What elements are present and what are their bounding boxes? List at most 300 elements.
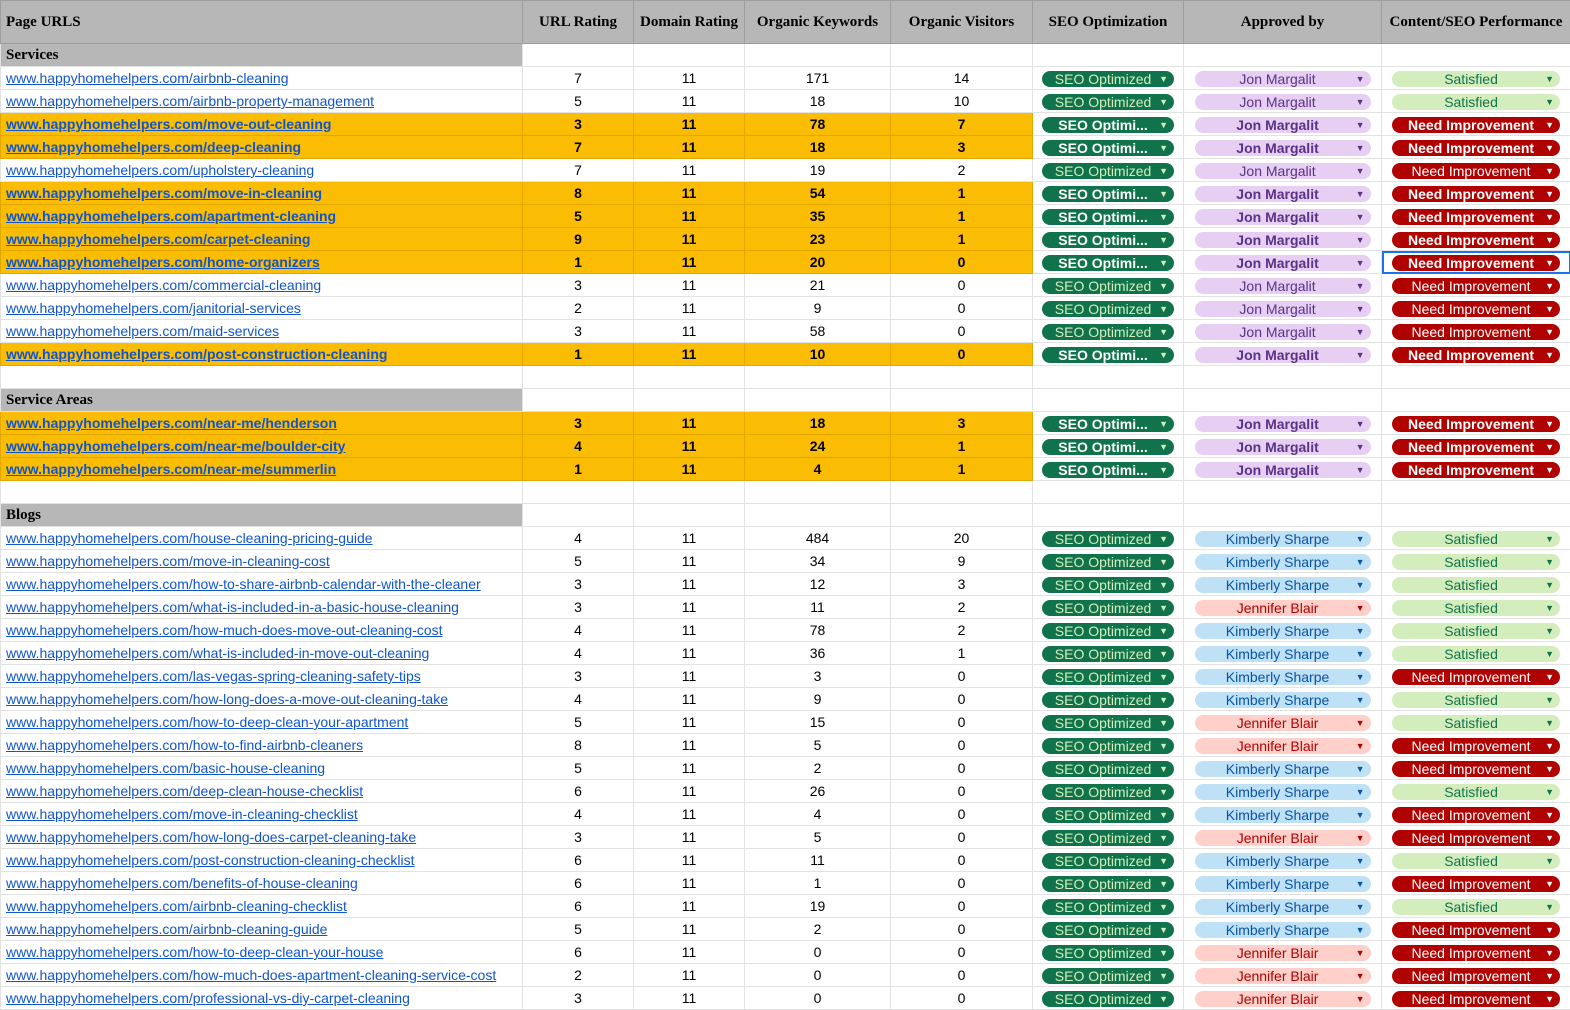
url-rating-cell[interactable]: 4 <box>523 642 634 665</box>
approved-by-cell[interactable] <box>1184 136 1382 159</box>
organic-keywords-cell[interactable]: 26 <box>745 780 891 803</box>
approved-by-cell[interactable] <box>1184 780 1382 803</box>
organic-keywords-cell[interactable]: 5 <box>745 826 891 849</box>
domain-rating-cell[interactable]: 11 <box>634 412 745 435</box>
empty-cell[interactable] <box>1033 44 1184 67</box>
seo-optimization-cell[interactable] <box>1033 826 1184 849</box>
domain-rating-cell[interactable]: 11 <box>634 711 745 734</box>
performance-dropdown-chip[interactable] <box>1392 600 1560 616</box>
dropdown-arrow-icon[interactable]: ▼ <box>1545 945 1554 961</box>
approver-dropdown-chip[interactable] <box>1195 899 1371 915</box>
performance-dropdown-chip[interactable] <box>1392 347 1560 363</box>
dropdown-arrow-icon[interactable]: ▼ <box>1545 554 1554 570</box>
page-url-link[interactable]: www.happyhomehelpers.com/how-to-deep-clean-your-apartment <box>6 714 408 730</box>
domain-rating-cell[interactable]: 11 <box>634 550 745 573</box>
approved-by-cell[interactable] <box>1184 596 1382 619</box>
seo-optimization-cell[interactable] <box>1033 182 1184 205</box>
approver-dropdown-chip[interactable] <box>1195 738 1371 754</box>
seo-dropdown-chip[interactable] <box>1042 163 1174 179</box>
domain-rating-cell[interactable]: 11 <box>634 343 745 366</box>
organic-visitors-cell[interactable]: 1 <box>891 205 1033 228</box>
dropdown-arrow-icon[interactable]: ▼ <box>1356 669 1365 685</box>
performance-cell[interactable] <box>1382 734 1570 757</box>
organic-visitors-cell[interactable]: 0 <box>891 803 1033 826</box>
performance-dropdown-chip[interactable] <box>1392 94 1560 110</box>
empty-cell[interactable] <box>745 366 891 389</box>
organic-visitors-cell[interactable]: 0 <box>891 734 1033 757</box>
performance-dropdown-chip[interactable] <box>1392 715 1560 731</box>
header-organic-keywords[interactable]: Organic Keywords <box>745 1 891 44</box>
approved-by-cell[interactable] <box>1184 182 1382 205</box>
domain-rating-cell[interactable]: 11 <box>634 987 745 1010</box>
dropdown-arrow-icon[interactable]: ▼ <box>1159 462 1168 478</box>
performance-cell[interactable] <box>1382 458 1570 481</box>
performance-cell[interactable] <box>1382 274 1570 297</box>
organic-visitors-cell[interactable]: 14 <box>891 67 1033 90</box>
dropdown-arrow-icon[interactable]: ▼ <box>1356 945 1365 961</box>
seo-dropdown-chip[interactable] <box>1042 462 1174 478</box>
dropdown-arrow-icon[interactable]: ▼ <box>1159 853 1168 869</box>
organic-visitors-cell[interactable]: 0 <box>891 297 1033 320</box>
empty-cell[interactable] <box>745 44 891 67</box>
performance-dropdown-chip[interactable] <box>1392 255 1560 271</box>
approver-dropdown-chip[interactable] <box>1195 853 1371 869</box>
organic-keywords-cell[interactable]: 20 <box>745 251 891 274</box>
domain-rating-cell[interactable]: 11 <box>634 619 745 642</box>
url-rating-cell[interactable]: 6 <box>523 872 634 895</box>
dropdown-arrow-icon[interactable]: ▼ <box>1159 439 1168 455</box>
performance-dropdown-chip[interactable] <box>1392 71 1560 87</box>
dropdown-arrow-icon[interactable]: ▼ <box>1356 94 1365 110</box>
organic-keywords-cell[interactable]: 3 <box>745 665 891 688</box>
seo-dropdown-chip[interactable] <box>1042 531 1174 547</box>
approver-dropdown-chip[interactable] <box>1195 163 1371 179</box>
dropdown-arrow-icon[interactable]: ▼ <box>1356 232 1365 248</box>
performance-cell[interactable] <box>1382 182 1570 205</box>
organic-keywords-cell[interactable]: 2 <box>745 757 891 780</box>
url-rating-cell[interactable]: 3 <box>523 320 634 343</box>
organic-visitors-cell[interactable]: 0 <box>891 941 1033 964</box>
domain-rating-cell[interactable]: 11 <box>634 665 745 688</box>
url-rating-cell[interactable]: 3 <box>523 826 634 849</box>
performance-dropdown-chip[interactable] <box>1392 623 1560 639</box>
seo-optimization-cell[interactable] <box>1033 320 1184 343</box>
approved-by-cell[interactable] <box>1184 274 1382 297</box>
organic-visitors-cell[interactable]: 1 <box>891 642 1033 665</box>
approver-dropdown-chip[interactable] <box>1195 278 1371 294</box>
approved-by-cell[interactable] <box>1184 688 1382 711</box>
seo-optimization-cell[interactable] <box>1033 573 1184 596</box>
performance-dropdown-chip[interactable] <box>1392 968 1560 984</box>
seo-dropdown-chip[interactable] <box>1042 439 1174 455</box>
dropdown-arrow-icon[interactable]: ▼ <box>1545 669 1554 685</box>
dropdown-arrow-icon[interactable]: ▼ <box>1356 531 1365 547</box>
seo-optimization-cell[interactable] <box>1033 849 1184 872</box>
dropdown-arrow-icon[interactable]: ▼ <box>1545 278 1554 294</box>
empty-cell[interactable] <box>745 504 891 527</box>
empty-cell[interactable] <box>523 481 634 504</box>
empty-cell[interactable] <box>1 366 523 389</box>
approver-dropdown-chip[interactable] <box>1195 531 1371 547</box>
performance-cell[interactable] <box>1382 573 1570 596</box>
seo-dropdown-chip[interactable] <box>1042 94 1174 110</box>
empty-cell[interactable] <box>1184 366 1382 389</box>
dropdown-arrow-icon[interactable]: ▼ <box>1356 876 1365 892</box>
performance-cell[interactable] <box>1382 343 1570 366</box>
dropdown-arrow-icon[interactable]: ▼ <box>1545 163 1554 179</box>
performance-dropdown-chip[interactable] <box>1392 232 1560 248</box>
approver-dropdown-chip[interactable] <box>1195 715 1371 731</box>
dropdown-arrow-icon[interactable]: ▼ <box>1356 738 1365 754</box>
organic-keywords-cell[interactable]: 78 <box>745 113 891 136</box>
organic-visitors-cell[interactable]: 9 <box>891 550 1033 573</box>
page-url-link[interactable]: www.happyhomehelpers.com/move-in-cleaning-checklist <box>6 806 358 822</box>
organic-keywords-cell[interactable]: 484 <box>745 527 891 550</box>
dropdown-arrow-icon[interactable]: ▼ <box>1159 255 1168 271</box>
domain-rating-cell[interactable]: 11 <box>634 688 745 711</box>
empty-cell[interactable] <box>523 366 634 389</box>
approver-dropdown-chip[interactable] <box>1195 117 1371 133</box>
approved-by-cell[interactable] <box>1184 320 1382 343</box>
url-rating-cell[interactable]: 6 <box>523 780 634 803</box>
domain-rating-cell[interactable]: 11 <box>634 458 745 481</box>
dropdown-arrow-icon[interactable]: ▼ <box>1159 600 1168 616</box>
dropdown-arrow-icon[interactable]: ▼ <box>1356 623 1365 639</box>
domain-rating-cell[interactable]: 11 <box>634 941 745 964</box>
dropdown-arrow-icon[interactable]: ▼ <box>1159 301 1168 317</box>
approved-by-cell[interactable] <box>1184 435 1382 458</box>
performance-dropdown-chip[interactable] <box>1392 531 1560 547</box>
approved-by-cell[interactable] <box>1184 734 1382 757</box>
dropdown-arrow-icon[interactable]: ▼ <box>1356 784 1365 800</box>
performance-cell[interactable] <box>1382 136 1570 159</box>
domain-rating-cell[interactable]: 11 <box>634 918 745 941</box>
dropdown-arrow-icon[interactable]: ▼ <box>1159 899 1168 915</box>
dropdown-arrow-icon[interactable]: ▼ <box>1545 117 1554 133</box>
seo-dropdown-chip[interactable] <box>1042 784 1174 800</box>
dropdown-arrow-icon[interactable]: ▼ <box>1159 692 1168 708</box>
page-url-link[interactable]: www.happyhomehelpers.com/janitorial-services <box>6 300 301 316</box>
url-rating-cell[interactable]: 1 <box>523 343 634 366</box>
performance-cell[interactable] <box>1382 90 1570 113</box>
dropdown-arrow-icon[interactable]: ▼ <box>1356 577 1365 593</box>
dropdown-arrow-icon[interactable]: ▼ <box>1545 738 1554 754</box>
domain-rating-cell[interactable]: 11 <box>634 734 745 757</box>
organic-visitors-cell[interactable]: 0 <box>891 665 1033 688</box>
dropdown-arrow-icon[interactable]: ▼ <box>1545 416 1554 432</box>
page-url-link[interactable]: www.happyhomehelpers.com/near-me/henderson <box>6 415 337 431</box>
performance-cell[interactable] <box>1382 412 1570 435</box>
dropdown-arrow-icon[interactable]: ▼ <box>1356 600 1365 616</box>
url-rating-cell[interactable]: 5 <box>523 711 634 734</box>
performance-cell[interactable] <box>1382 895 1570 918</box>
page-url-link[interactable]: www.happyhomehelpers.com/las-vegas-spring-cleaning-safety-tips <box>6 668 421 684</box>
seo-dropdown-chip[interactable] <box>1042 278 1174 294</box>
organic-visitors-cell[interactable]: 0 <box>891 757 1033 780</box>
dropdown-arrow-icon[interactable]: ▼ <box>1545 347 1554 363</box>
organic-visitors-cell[interactable]: 1 <box>891 228 1033 251</box>
performance-dropdown-chip[interactable] <box>1392 646 1560 662</box>
dropdown-arrow-icon[interactable]: ▼ <box>1545 784 1554 800</box>
empty-cell[interactable] <box>891 366 1033 389</box>
domain-rating-cell[interactable]: 11 <box>634 872 745 895</box>
organic-keywords-cell[interactable]: 15 <box>745 711 891 734</box>
domain-rating-cell[interactable]: 11 <box>634 527 745 550</box>
url-rating-cell[interactable]: 2 <box>523 297 634 320</box>
seo-dropdown-chip[interactable] <box>1042 922 1174 938</box>
dropdown-arrow-icon[interactable]: ▼ <box>1159 715 1168 731</box>
dropdown-arrow-icon[interactable]: ▼ <box>1159 968 1168 984</box>
organic-visitors-cell[interactable]: 20 <box>891 527 1033 550</box>
seo-optimization-cell[interactable] <box>1033 297 1184 320</box>
performance-dropdown-chip[interactable] <box>1392 163 1560 179</box>
organic-keywords-cell[interactable]: 58 <box>745 320 891 343</box>
header-seo-optimization[interactable]: SEO Optimization <box>1033 1 1184 44</box>
header-page-urls[interactable]: Page URLS <box>1 1 523 44</box>
organic-visitors-cell[interactable]: 0 <box>891 872 1033 895</box>
dropdown-arrow-icon[interactable]: ▼ <box>1545 577 1554 593</box>
page-url-link[interactable]: www.happyhomehelpers.com/what-is-included-in-a-basic-house-cleaning <box>6 599 459 615</box>
dropdown-arrow-icon[interactable]: ▼ <box>1356 922 1365 938</box>
dropdown-arrow-icon[interactable]: ▼ <box>1356 255 1365 271</box>
empty-cell[interactable] <box>523 504 634 527</box>
empty-cell[interactable] <box>1382 389 1570 412</box>
url-rating-cell[interactable]: 6 <box>523 849 634 872</box>
seo-dropdown-chip[interactable] <box>1042 301 1174 317</box>
organic-keywords-cell[interactable]: 9 <box>745 688 891 711</box>
organic-visitors-cell[interactable]: 0 <box>891 895 1033 918</box>
dropdown-arrow-icon[interactable]: ▼ <box>1159 278 1168 294</box>
approver-dropdown-chip[interactable] <box>1195 71 1371 87</box>
dropdown-arrow-icon[interactable]: ▼ <box>1159 209 1168 225</box>
seo-optimization-cell[interactable] <box>1033 90 1184 113</box>
empty-cell[interactable] <box>634 389 745 412</box>
approved-by-cell[interactable] <box>1184 343 1382 366</box>
dropdown-arrow-icon[interactable]: ▼ <box>1545 761 1554 777</box>
empty-cell[interactable] <box>634 366 745 389</box>
seo-optimization-cell[interactable] <box>1033 642 1184 665</box>
dropdown-arrow-icon[interactable]: ▼ <box>1159 554 1168 570</box>
domain-rating-cell[interactable]: 11 <box>634 757 745 780</box>
page-url-link[interactable]: www.happyhomehelpers.com/upholstery-cleaning <box>6 162 314 178</box>
page-url-link[interactable]: www.happyhomehelpers.com/how-long-does-carpet-cleaning-take <box>6 829 416 845</box>
page-url-link[interactable]: www.happyhomehelpers.com/move-in-cleaning <box>6 185 322 201</box>
organic-visitors-cell[interactable]: 0 <box>891 274 1033 297</box>
performance-cell[interactable] <box>1382 596 1570 619</box>
page-url-link[interactable]: www.happyhomehelpers.com/near-me/summerlin <box>6 461 336 477</box>
dropdown-arrow-icon[interactable]: ▼ <box>1356 71 1365 87</box>
url-rating-cell[interactable]: 5 <box>523 550 634 573</box>
organic-keywords-cell[interactable]: 24 <box>745 435 891 458</box>
performance-dropdown-chip[interactable] <box>1392 899 1560 915</box>
approver-dropdown-chip[interactable] <box>1195 945 1371 961</box>
seo-dropdown-chip[interactable] <box>1042 140 1174 156</box>
seo-dropdown-chip[interactable] <box>1042 646 1174 662</box>
organic-visitors-cell[interactable]: 0 <box>891 780 1033 803</box>
empty-cell[interactable] <box>634 481 745 504</box>
seo-optimization-cell[interactable] <box>1033 251 1184 274</box>
seo-optimization-cell[interactable] <box>1033 619 1184 642</box>
empty-cell[interactable] <box>1184 504 1382 527</box>
approved-by-cell[interactable] <box>1184 113 1382 136</box>
empty-cell[interactable] <box>1184 44 1382 67</box>
organic-keywords-cell[interactable]: 23 <box>745 228 891 251</box>
performance-cell[interactable] <box>1382 688 1570 711</box>
dropdown-arrow-icon[interactable]: ▼ <box>1159 186 1168 202</box>
dropdown-arrow-icon[interactable]: ▼ <box>1356 899 1365 915</box>
organic-keywords-cell[interactable]: 78 <box>745 619 891 642</box>
seo-dropdown-chip[interactable] <box>1042 186 1174 202</box>
seo-optimization-cell[interactable] <box>1033 688 1184 711</box>
dropdown-arrow-icon[interactable]: ▼ <box>1159 232 1168 248</box>
dropdown-arrow-icon[interactable]: ▼ <box>1356 830 1365 846</box>
url-rating-cell[interactable]: 8 <box>523 734 634 757</box>
dropdown-arrow-icon[interactable]: ▼ <box>1545 301 1554 317</box>
empty-cell[interactable] <box>634 44 745 67</box>
dropdown-arrow-icon[interactable]: ▼ <box>1545 531 1554 547</box>
url-rating-cell[interactable]: 5 <box>523 205 634 228</box>
seo-dropdown-chip[interactable] <box>1042 347 1174 363</box>
empty-cell[interactable] <box>1382 504 1570 527</box>
url-rating-cell[interactable]: 5 <box>523 90 634 113</box>
organic-keywords-cell[interactable]: 18 <box>745 412 891 435</box>
page-url-link[interactable]: www.happyhomehelpers.com/home-organizers <box>6 254 320 270</box>
header-organic-visitors[interactable]: Organic Visitors <box>891 1 1033 44</box>
seo-dropdown-chip[interactable] <box>1042 853 1174 869</box>
section-title[interactable]: Service Areas <box>1 389 523 412</box>
url-rating-cell[interactable]: 4 <box>523 619 634 642</box>
approved-by-cell[interactable] <box>1184 918 1382 941</box>
page-url-link[interactable]: www.happyhomehelpers.com/how-to-find-airbnb-cleaners <box>6 737 363 753</box>
performance-cell[interactable] <box>1382 918 1570 941</box>
url-rating-cell[interactable]: 4 <box>523 803 634 826</box>
empty-cell[interactable] <box>1184 389 1382 412</box>
domain-rating-cell[interactable]: 11 <box>634 251 745 274</box>
seo-dropdown-chip[interactable] <box>1042 232 1174 248</box>
seo-optimization-cell[interactable] <box>1033 987 1184 1010</box>
seo-optimization-cell[interactable] <box>1033 803 1184 826</box>
dropdown-arrow-icon[interactable]: ▼ <box>1545 899 1554 915</box>
organic-visitors-cell[interactable]: 0 <box>891 964 1033 987</box>
approved-by-cell[interactable] <box>1184 665 1382 688</box>
organic-keywords-cell[interactable]: 36 <box>745 642 891 665</box>
dropdown-arrow-icon[interactable]: ▼ <box>1159 347 1168 363</box>
organic-visitors-cell[interactable]: 2 <box>891 619 1033 642</box>
domain-rating-cell[interactable]: 11 <box>634 228 745 251</box>
organic-visitors-cell[interactable]: 0 <box>891 320 1033 343</box>
page-url-link[interactable]: www.happyhomehelpers.com/deep-clean-house-checklist <box>6 783 363 799</box>
seo-optimization-cell[interactable] <box>1033 665 1184 688</box>
header-domain-rating[interactable]: Domain Rating <box>634 1 745 44</box>
url-rating-cell[interactable]: 4 <box>523 435 634 458</box>
organic-keywords-cell[interactable]: 19 <box>745 895 891 918</box>
dropdown-arrow-icon[interactable]: ▼ <box>1356 163 1365 179</box>
approved-by-cell[interactable] <box>1184 941 1382 964</box>
url-rating-cell[interactable]: 4 <box>523 688 634 711</box>
organic-keywords-cell[interactable]: 0 <box>745 941 891 964</box>
organic-keywords-cell[interactable]: 9 <box>745 297 891 320</box>
approved-by-cell[interactable] <box>1184 803 1382 826</box>
performance-dropdown-chip[interactable] <box>1392 554 1560 570</box>
seo-dropdown-chip[interactable] <box>1042 554 1174 570</box>
domain-rating-cell[interactable]: 11 <box>634 320 745 343</box>
dropdown-arrow-icon[interactable]: ▼ <box>1159 646 1168 662</box>
approver-dropdown-chip[interactable] <box>1195 554 1371 570</box>
domain-rating-cell[interactable]: 11 <box>634 90 745 113</box>
approved-by-cell[interactable] <box>1184 573 1382 596</box>
domain-rating-cell[interactable]: 11 <box>634 67 745 90</box>
domain-rating-cell[interactable]: 11 <box>634 803 745 826</box>
approver-dropdown-chip[interactable] <box>1195 991 1371 1007</box>
approver-dropdown-chip[interactable] <box>1195 830 1371 846</box>
domain-rating-cell[interactable]: 11 <box>634 159 745 182</box>
dropdown-arrow-icon[interactable]: ▼ <box>1545 232 1554 248</box>
seo-dropdown-chip[interactable] <box>1042 669 1174 685</box>
performance-dropdown-chip[interactable] <box>1392 853 1560 869</box>
dropdown-arrow-icon[interactable]: ▼ <box>1545 439 1554 455</box>
seo-optimization-cell[interactable] <box>1033 435 1184 458</box>
dropdown-arrow-icon[interactable]: ▼ <box>1159 807 1168 823</box>
performance-cell[interactable] <box>1382 251 1570 274</box>
dropdown-arrow-icon[interactable]: ▼ <box>1159 876 1168 892</box>
page-url-link[interactable]: www.happyhomehelpers.com/benefits-of-house-cleaning <box>6 875 358 891</box>
organic-visitors-cell[interactable]: 1 <box>891 458 1033 481</box>
performance-dropdown-chip[interactable] <box>1392 278 1560 294</box>
performance-cell[interactable] <box>1382 297 1570 320</box>
organic-visitors-cell[interactable]: 0 <box>891 987 1033 1010</box>
empty-cell[interactable] <box>891 504 1033 527</box>
dropdown-arrow-icon[interactable]: ▼ <box>1159 163 1168 179</box>
seo-dropdown-chip[interactable] <box>1042 991 1174 1007</box>
organic-keywords-cell[interactable]: 2 <box>745 918 891 941</box>
seo-optimization-cell[interactable] <box>1033 918 1184 941</box>
approver-dropdown-chip[interactable] <box>1195 968 1371 984</box>
empty-cell[interactable] <box>1184 481 1382 504</box>
url-rating-cell[interactable]: 7 <box>523 67 634 90</box>
performance-dropdown-chip[interactable] <box>1392 830 1560 846</box>
approved-by-cell[interactable] <box>1184 757 1382 780</box>
header-approved-by[interactable]: Approved by <box>1184 1 1382 44</box>
organic-keywords-cell[interactable]: 18 <box>745 136 891 159</box>
empty-cell[interactable] <box>1 481 523 504</box>
url-rating-cell[interactable]: 3 <box>523 987 634 1010</box>
approved-by-cell[interactable] <box>1184 90 1382 113</box>
header-url-rating[interactable]: URL Rating <box>523 1 634 44</box>
page-url-link[interactable]: www.happyhomehelpers.com/move-in-cleaning-cost <box>6 553 330 569</box>
domain-rating-cell[interactable]: 11 <box>634 297 745 320</box>
seo-optimization-cell[interactable] <box>1033 67 1184 90</box>
performance-dropdown-chip[interactable] <box>1392 209 1560 225</box>
domain-rating-cell[interactable]: 11 <box>634 113 745 136</box>
approver-dropdown-chip[interactable] <box>1195 439 1371 455</box>
approved-by-cell[interactable] <box>1184 895 1382 918</box>
seo-optimization-cell[interactable] <box>1033 274 1184 297</box>
dropdown-arrow-icon[interactable]: ▼ <box>1159 761 1168 777</box>
approved-by-cell[interactable] <box>1184 550 1382 573</box>
seo-dropdown-chip[interactable] <box>1042 600 1174 616</box>
performance-cell[interactable] <box>1382 159 1570 182</box>
dropdown-arrow-icon[interactable]: ▼ <box>1356 324 1365 340</box>
page-url-link[interactable]: www.happyhomehelpers.com/move-out-cleaning <box>6 116 331 132</box>
performance-dropdown-chip[interactable] <box>1392 991 1560 1007</box>
performance-dropdown-chip[interactable] <box>1392 140 1560 156</box>
organic-visitors-cell[interactable]: 0 <box>891 849 1033 872</box>
performance-cell[interactable] <box>1382 826 1570 849</box>
performance-cell[interactable] <box>1382 849 1570 872</box>
organic-visitors-cell[interactable]: 0 <box>891 251 1033 274</box>
performance-dropdown-chip[interactable] <box>1392 761 1560 777</box>
dropdown-arrow-icon[interactable]: ▼ <box>1356 554 1365 570</box>
